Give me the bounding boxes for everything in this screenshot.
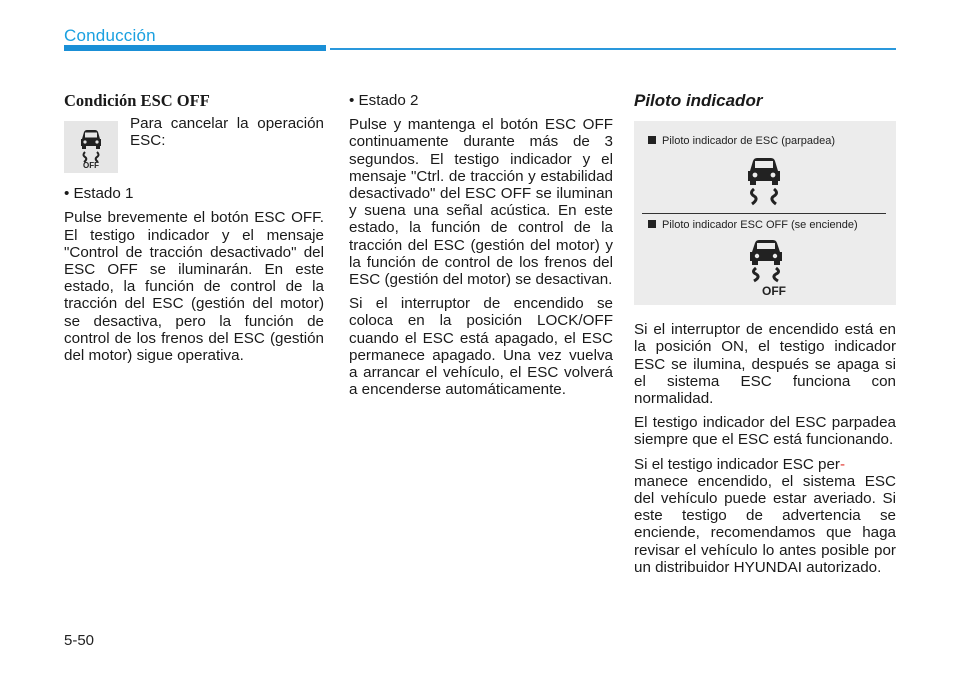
state2-paragraph: Pulse y mantenga el botón ESC OFF continuamente durante más de 3 segundos. El testigo indicador y el mensaje "Ctrl. de tracción y estabilidad desactivado" del ESC OFF se iluminan y suena una señal acústica. En este estado, la función de control de la tracción del ESC (gestión del motor) y la función de control de los frenos del ESC (gestión del motor) se desactivan. xyxy=(349,116,613,289)
intro-block xyxy=(64,115,324,173)
panel-label-esc-off: Piloto indicador ESC OFF (se enciende) xyxy=(648,217,858,234)
panel-label-esc: Piloto indicador de ESC (parpadea) xyxy=(648,133,835,150)
esc-off-icon xyxy=(64,121,118,173)
ignition-paragraph: Si el interruptor de encendido está en la posición ON, el testigo indicador ESC se ilumina, después se apaga si el sistema ESC funciona con normalidad. xyxy=(634,321,896,408)
state2-label: • Estado 2 xyxy=(349,92,419,109)
state1-label: • Estado 1 xyxy=(64,185,134,203)
indicator-heading: Piloto indicador xyxy=(634,91,763,110)
bullet-square-icon xyxy=(648,136,656,144)
esc-indicator-icon xyxy=(736,151,792,211)
warning-paragraph: Si el testigo indicador ESC per- manece encendido, el sistema ESC del vehículo puede estar averiado. Si este testigo de advertencia se enciende, recomendamos que haga revisar el vehículo lo antes posible por un distribuidor HYUNDAI autorizado. xyxy=(634,455,896,576)
left-column xyxy=(64,92,324,371)
header-rule-thin xyxy=(330,48,896,50)
esc-off-indicator-label: OFF xyxy=(762,284,786,299)
state1-paragraph: Pulse brevemente el botón ESC OFF. El testigo indicador y el mensaje "Control de tracción desactivado" del ESC OFF se iluminarán. En este estado, la función de control de la tracción del ESC (gestión del motor) se desactiva, pero la función de control de los frenos del ESC (gestión del motor) sigue operativa. xyxy=(64,209,324,365)
intro-text: Para cancelar la operación ESC: xyxy=(130,115,324,150)
blink-paragraph: El testigo indicador del ESC parpadea siempre que el ESC está funcionando. xyxy=(634,414,896,449)
bullet-square-icon xyxy=(648,220,656,228)
right-column xyxy=(634,92,896,583)
esc-off-heading: Condición ESC OFF xyxy=(64,91,210,110)
header-rule-thick xyxy=(64,45,326,51)
indicator-panel xyxy=(634,121,896,305)
panel-divider xyxy=(642,213,886,214)
lock-off-paragraph: Si el interruptor de encendido se coloca en la posición LOCK/OFF cuando el ESC está apagado, el ESC permanece apagado. Una vez vuelva a arrancar el vehículo, el ESC volverá a encenderse automáticamente. xyxy=(349,295,613,399)
hyphen-mark: - xyxy=(839,455,846,473)
section-title: Conducción xyxy=(64,26,156,45)
esc-off-indicator-icon xyxy=(738,236,794,302)
esc-off-icon-label: OFF xyxy=(83,161,99,170)
page-number: 5-50 xyxy=(64,632,95,649)
middle-column xyxy=(349,92,613,405)
